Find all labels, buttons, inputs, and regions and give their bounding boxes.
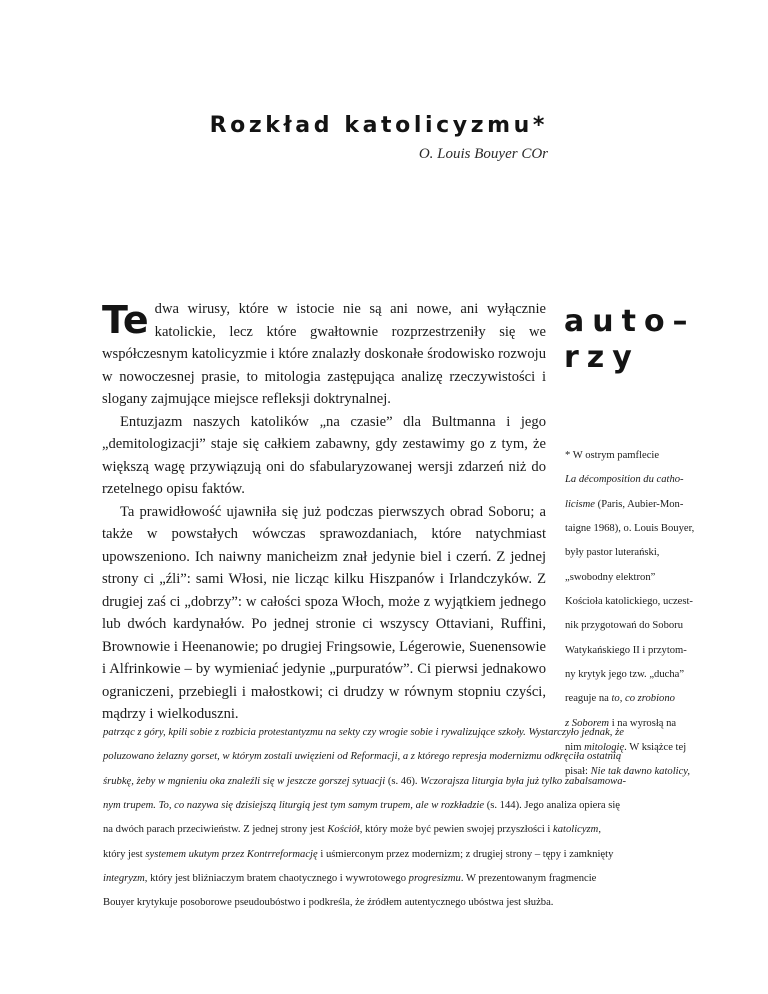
- footnote-line: [103, 843, 703, 867]
- footnote-text: ny krytyk jego tzw. „ducha”: [565, 669, 685, 681]
- footnote-line: [103, 891, 703, 915]
- footnote-line: [565, 517, 713, 541]
- footnote-text: ,: [598, 824, 601, 836]
- footnote-line: [565, 639, 713, 663]
- footnote-text: , który może być pewien swojej przyszłości i: [359, 824, 554, 836]
- footnote-text: (s. 144). Jego analiza opiera się: [484, 800, 620, 812]
- footnote-italic-text: licisme: [565, 498, 596, 510]
- footnote-text: „swobodny elektron”: [565, 571, 656, 583]
- footnote-line: [565, 468, 713, 492]
- footnote-line: [565, 663, 713, 687]
- footnote-italic-text: integryzm: [103, 873, 145, 885]
- paragraph-1-text: dwa wirusy, które w istocie nie są ani nowe, ani wyłącznie katolickie, lecz które gwałtownie rozprzestrzeniły się we współczesnym katolicyzmie i które znalazły doskonałe środowisko rozwoju w nowoczesnej prasie, to mitologia zastępująca analizę rzeczywistości i slogany zajmujące miejsce refleksji doktrynalnej.: [102, 301, 546, 407]
- footnote-line: [103, 818, 703, 842]
- footnote-text: . W książce tej: [624, 742, 687, 754]
- footnote-line: [103, 745, 703, 769]
- footnote-text: nim: [565, 742, 585, 754]
- footnote-line: [565, 687, 713, 711]
- drop-cap: Te: [102, 298, 149, 342]
- article-author: O. Louis Bouyer COr: [418, 146, 548, 162]
- footnote-text: . W prezentowanym fragmencie: [460, 873, 597, 885]
- footnote-italic-text: katolicyzm: [553, 824, 599, 836]
- footnote-continuation: [103, 721, 703, 916]
- section-label: [564, 304, 694, 376]
- footnote-text: Kościoła katolickiego, uczest-: [565, 596, 693, 608]
- footnote-italic-text: nym trupem. To, co nazywa się dzisiejszą liturgią jest tym samym trupem, ale w rozkładzie: [103, 800, 485, 812]
- paragraph-2: Entuzjazm naszych katolików „na czasie” dla Bultmanna i jego „demitologizacji” staje się całkiem zabawny, gdy zestawimy go z tym, że większą wagę przywiązują oni do sfabularyzowanej wersji zdarzeń niż do rzetelnego opisu faktów.: [102, 413, 546, 497]
- footnote-text: Bouyer krytykuje posoborowe pseudoubóstwo i podkreśla, że źródłem autentycznego ubóstwa jest służba.: [103, 897, 554, 909]
- footnote-text: (Paris, Aubier-Mon-: [595, 498, 684, 510]
- footnote-text: który jest: [103, 848, 146, 860]
- paragraph-3: Ta prawidłowość ujawniła się już podczas pierwszych obrad Soboru; a także w powstałych wówczas sprawozdaniach, które natychmiast upowszeniono. Ich naiwny manicheizm znał jedynie biel i czerń. Z jednej strony ci „źli”: sami Włosi, nie licząc kilku Hiszpanów i Irlandczyków. Z drugiej zaś ci „dobrzy”: w całości spoza Włoch, może z wyjątkiem jednego lub dwóch kardynałów. Po jednej stronie ci wszyscy Ottaviani, Ruffini, Brownowie i Heenanowie; po drugiej Fringsowie, Légerowie, Suenensowie i Alfrinkowie – by wymieniać jedynie „purpuratów”. Ci pierwsi jednakowo ograniczeni, przebiegli i małostkowi; ci drudzy w równym stopniu czyści, mądrzy i wielkoduszni.: [102, 503, 546, 722]
- section-label-line-2: rzy: [564, 340, 640, 375]
- footnote-text: * W ostrym pamflecie: [565, 450, 660, 461]
- footnote-line: [565, 493, 713, 517]
- footnote-italic-text: patrząc z góry, kpili sobie z rozbicia protestantyzmu na sekty czy wrogie sobie i rywalizujące szkoły. Wystarczyło jednak, że: [103, 727, 624, 738]
- section-label-line-1: auto–: [564, 304, 696, 339]
- footnote-text: Watykańskiego II i przytom-: [565, 644, 687, 656]
- footnote-italic-text: systemem ukutym przez Kontrreformację: [145, 848, 318, 860]
- footnote-italic-text: to, co zrobiono: [611, 693, 675, 705]
- article-body: [102, 298, 546, 726]
- footnote-text: pisał:: [565, 766, 591, 778]
- footnote-line: [565, 444, 713, 468]
- footnote-text: i uśmierconym przez modernizm; z drugiej strony – tępy i zamknięty: [317, 848, 614, 860]
- footnote-italic-text: z Soborem: [565, 717, 610, 729]
- footnote-line: [565, 590, 713, 614]
- footnote-italic-text: progresizmu: [408, 873, 461, 885]
- footnote-italic-text: Wczorajsza liturgia była już tylko zabalsamowa-: [420, 775, 627, 787]
- footnote-italic-text: poluzowano żelazny gorset, w którym zostali uwięzieni od Reformacji, a z którego represja modernizmu odkręciła ostatnią: [103, 751, 622, 763]
- footnote-text: taigne 1968), o. Louis Bouyer,: [565, 523, 695, 535]
- paragraph-1: [102, 298, 546, 411]
- footnote-italic-text: La décomposition du catho-: [565, 474, 684, 486]
- footnote-italic-text: śrubkę, żeby w mgnieniu oka znaleźli się w jeszcze gorszej sytuacji: [103, 775, 386, 787]
- footnote-line: [103, 794, 703, 818]
- footnote-text: były pastor luterański,: [565, 547, 660, 559]
- footnote-text: na dwóch parach przeciwieństw. Z jednej strony jest: [103, 824, 328, 836]
- footnote-italic-text: mitologię: [584, 742, 625, 754]
- footnote-text: , który jest bliźniaczym bratem chaotycznego i wywrotowego: [144, 873, 409, 885]
- footnote-italic-text: Nie tak dawno katolicy,: [590, 766, 691, 778]
- footnote-line: [103, 867, 703, 891]
- footnote-line: [103, 721, 703, 745]
- footnote-text: i na wyrosłą na: [609, 717, 677, 729]
- footnote-line: [103, 770, 703, 794]
- footnote-text: (s. 46).: [385, 775, 421, 787]
- footnote-line: [565, 541, 713, 565]
- footnote-line: [565, 566, 713, 590]
- footnote-italic-text: Kościół: [327, 824, 360, 836]
- article-title: Rozkład katolicyzmu*: [209, 113, 548, 138]
- footnote-line: [565, 614, 713, 638]
- footnote-text: reaguje na: [565, 693, 612, 705]
- footnote-text: nik przygotowań do Soboru: [565, 620, 683, 632]
